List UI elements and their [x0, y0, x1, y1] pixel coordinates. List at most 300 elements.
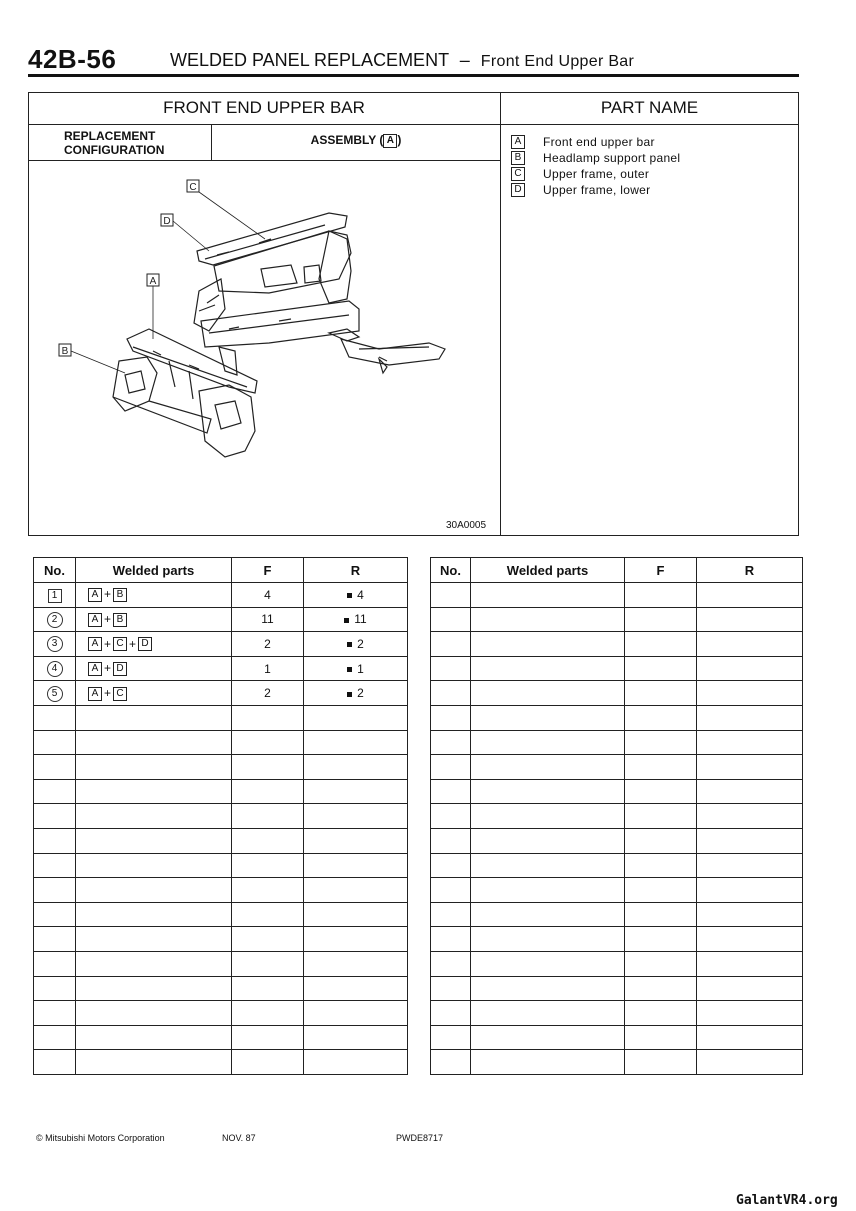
- cell-r: [697, 779, 803, 804]
- diagram-art: [113, 213, 445, 457]
- cell-f: [625, 1050, 697, 1075]
- side-arm: [341, 339, 445, 365]
- table-row: [34, 902, 408, 927]
- callout-b: B: [61, 346, 69, 357]
- table-row: [34, 1050, 408, 1075]
- cell-no: [34, 828, 76, 853]
- col-r: R: [697, 558, 803, 583]
- r-value: 4: [357, 587, 364, 602]
- cell-r: [304, 976, 408, 1001]
- cell-r: [697, 927, 803, 952]
- table-row: [34, 976, 408, 1001]
- cell-welded-parts: [76, 976, 232, 1001]
- cell-r: [304, 705, 408, 730]
- cell-f: [625, 779, 697, 804]
- cell-welded-parts: [471, 828, 625, 853]
- cell-f: [625, 607, 697, 632]
- cell-f: [625, 853, 697, 878]
- cell-r: [697, 632, 803, 657]
- cell-welded-parts: [471, 632, 625, 657]
- cell-r: [697, 902, 803, 927]
- side-arm-tab: [379, 359, 387, 373]
- table-row: [34, 632, 408, 657]
- cell-welded-parts: [76, 779, 232, 804]
- table-row: [431, 755, 803, 780]
- cell-r: [697, 607, 803, 632]
- part-label: Upper frame, lower: [543, 183, 651, 197]
- table-row: [34, 779, 408, 804]
- frame-divider: [500, 92, 501, 536]
- row-number: 5: [47, 686, 63, 702]
- cell-f: [625, 755, 697, 780]
- cell-welded-parts: [471, 1025, 625, 1050]
- cell-r: [304, 828, 408, 853]
- table-row: [34, 828, 408, 853]
- cell-welded-parts: [471, 951, 625, 976]
- r-value: 2: [357, 636, 364, 651]
- cell-r: [304, 1050, 408, 1075]
- part-letter: B: [113, 588, 127, 602]
- cell-welded-parts: [76, 681, 232, 706]
- headlamp-left-panel: [113, 357, 157, 411]
- cell-r: [304, 583, 408, 608]
- table-row: [431, 632, 803, 657]
- cell-no: [431, 927, 471, 952]
- cell-f: [625, 1025, 697, 1050]
- table-row: [431, 1050, 803, 1075]
- headlamp-right-panel: [199, 385, 255, 457]
- table-row: [431, 705, 803, 730]
- welded-parts-table-right: [430, 557, 803, 1075]
- headlamp-right-opening: [215, 401, 241, 429]
- col-welded-parts: Welded parts: [471, 558, 625, 583]
- cell-welded-parts: [471, 853, 625, 878]
- cell-no: [34, 755, 76, 780]
- cell-f: [232, 853, 304, 878]
- cell-no: [34, 730, 76, 755]
- cell-no: [34, 681, 76, 706]
- cell-welded-parts: [471, 804, 625, 829]
- cell-no: [431, 976, 471, 1001]
- part-letter: D: [113, 662, 127, 676]
- upper-frame-bracket: [194, 279, 225, 331]
- cell-welded-parts: [471, 878, 625, 903]
- cell-welded-parts: [76, 853, 232, 878]
- cell-f: [232, 828, 304, 853]
- table-row: [34, 607, 408, 632]
- bracket-lines: [199, 295, 219, 311]
- plus-sign: +: [104, 685, 112, 700]
- cell-f: [625, 730, 697, 755]
- table-row: [431, 828, 803, 853]
- table-row: [34, 681, 408, 706]
- cell-r: [697, 583, 803, 608]
- cell-r: [304, 1025, 408, 1050]
- upper-bar-leg: [219, 347, 237, 375]
- cell-f: [232, 804, 304, 829]
- table-row: [34, 878, 408, 903]
- table-row: [431, 976, 803, 1001]
- cell-no: [34, 1050, 76, 1075]
- table-header: [431, 558, 803, 583]
- r-value: 1: [357, 661, 364, 676]
- cell-no: [34, 583, 76, 608]
- cell-welded-parts: [76, 755, 232, 780]
- cell-welded-parts: [471, 681, 625, 706]
- plus-sign: +: [104, 661, 112, 676]
- part-letter: A: [88, 662, 102, 676]
- cell-r: [697, 755, 803, 780]
- table-row: [431, 583, 803, 608]
- cell-welded-parts: [76, 902, 232, 927]
- cell-no: [34, 1025, 76, 1050]
- cell-no: [34, 656, 76, 681]
- cell-no: [431, 951, 471, 976]
- title-separator: –: [459, 50, 470, 70]
- weld-mark-icon: [347, 667, 352, 672]
- part-letter: A: [88, 687, 102, 701]
- cell-welded-parts: [471, 755, 625, 780]
- cell-no: [431, 779, 471, 804]
- site-watermark: GalantVR4.org: [736, 1193, 838, 1208]
- cell-f: 11: [232, 607, 304, 632]
- part-letter: C: [511, 167, 525, 181]
- part-name-title: PART NAME: [600, 98, 699, 117]
- part-letter: A: [88, 588, 102, 602]
- cell-r: [697, 1025, 803, 1050]
- upper-frame-cutouts: [261, 265, 321, 287]
- cell-f: 2: [232, 681, 304, 706]
- cell-f: 4: [232, 583, 304, 608]
- cell-f: [232, 730, 304, 755]
- cell-r: [697, 1001, 803, 1026]
- cell-f: [232, 1001, 304, 1026]
- headlamp-lower-rail: [113, 397, 211, 433]
- cell-f: [625, 705, 697, 730]
- cell-r: [697, 878, 803, 903]
- part-item: [511, 166, 680, 182]
- table-row: [34, 927, 408, 952]
- assembly-letter-box: A: [383, 134, 397, 148]
- cell-no: [34, 927, 76, 952]
- cell-f: [232, 779, 304, 804]
- cell-welded-parts: [76, 1001, 232, 1026]
- callout-c: C: [189, 182, 197, 193]
- cell-no: [34, 902, 76, 927]
- part-name-list: [511, 134, 680, 198]
- cell-no: [34, 976, 76, 1001]
- cell-f: [232, 902, 304, 927]
- cell-f: 1: [232, 656, 304, 681]
- upper-frame-side: [319, 231, 351, 303]
- footer-copyright: © Mitsubishi Motors Corporation: [36, 1133, 165, 1143]
- replacement-config-label: [64, 129, 164, 157]
- cell-no: [34, 705, 76, 730]
- cell-f: [625, 656, 697, 681]
- cell-welded-parts: [471, 656, 625, 681]
- cell-r: [697, 951, 803, 976]
- cell-no: [431, 632, 471, 657]
- footer-code: PWDE8717: [396, 1133, 444, 1143]
- cell-welded-parts: [76, 951, 232, 976]
- cell-no: [431, 828, 471, 853]
- table-row: [34, 730, 408, 755]
- cell-no: [431, 607, 471, 632]
- cell-welded-parts: [76, 705, 232, 730]
- cell-r: [697, 804, 803, 829]
- cell-r: [304, 951, 408, 976]
- col-f: F: [232, 558, 304, 583]
- part-letter: D: [138, 637, 152, 651]
- table-row: [34, 804, 408, 829]
- table-row: [431, 681, 803, 706]
- part-letter: A: [511, 135, 525, 149]
- table-row: [34, 1025, 408, 1050]
- part-letter: A: [88, 637, 102, 651]
- cell-no: [34, 951, 76, 976]
- cell-no: [431, 853, 471, 878]
- cell-welded-parts: [471, 1001, 625, 1026]
- cell-welded-parts: [76, 656, 232, 681]
- cell-welded-parts: [76, 607, 232, 632]
- part-letter: C: [113, 637, 127, 651]
- diagram-callouts: [59, 180, 265, 373]
- cell-no: [431, 1025, 471, 1050]
- r-value: 2: [357, 686, 364, 701]
- weld-mark-icon: [344, 618, 349, 623]
- cell-welded-parts: [471, 583, 625, 608]
- row-number: 1: [48, 589, 62, 603]
- table-row: [431, 902, 803, 927]
- callout-d: D: [163, 216, 171, 227]
- col-no: No.: [34, 558, 76, 583]
- table-row: [34, 656, 408, 681]
- part-letter: C: [113, 687, 127, 701]
- table-row: [431, 878, 803, 903]
- table-row: [431, 1025, 803, 1050]
- table-row: [34, 705, 408, 730]
- part-letter: B: [511, 151, 525, 165]
- cell-welded-parts: [76, 927, 232, 952]
- cell-f: [232, 951, 304, 976]
- col-f: F: [625, 558, 697, 583]
- part-item: [511, 134, 680, 150]
- cell-f: [232, 1050, 304, 1075]
- table-row: [431, 853, 803, 878]
- plus-sign: +: [104, 611, 112, 626]
- cell-welded-parts: [76, 828, 232, 853]
- cell-r: [304, 779, 408, 804]
- weld-mark-icon: [347, 593, 352, 598]
- col-no: No.: [431, 558, 471, 583]
- cell-f: [625, 804, 697, 829]
- footer-date: NOV. 87: [222, 1133, 256, 1143]
- cell-welded-parts: [471, 902, 625, 927]
- page-number: 42B-56: [28, 44, 117, 74]
- table-row: [34, 583, 408, 608]
- table-row: [431, 951, 803, 976]
- cell-r: [697, 1050, 803, 1075]
- cell-welded-parts: [76, 878, 232, 903]
- cell-no: [431, 1050, 471, 1075]
- cell-f: [232, 1025, 304, 1050]
- cell-f: [232, 705, 304, 730]
- assembly-prefix: ASSEMBLY (: [310, 133, 384, 147]
- cell-welded-parts: [76, 583, 232, 608]
- cell-f: [232, 976, 304, 1001]
- col-r: R: [304, 558, 408, 583]
- cell-welded-parts: [471, 730, 625, 755]
- cell-r: [304, 853, 408, 878]
- table-row: [431, 804, 803, 829]
- cell-f: [625, 976, 697, 1001]
- upper-frame-detail: [205, 225, 325, 259]
- part-label: Headlamp support panel: [543, 151, 681, 165]
- cell-r: [304, 656, 408, 681]
- part-letter: B: [113, 613, 127, 627]
- cell-no: [431, 804, 471, 829]
- part-label: Front end upper bar: [543, 135, 655, 149]
- col-welded-parts: Welded parts: [76, 558, 232, 583]
- cell-no: [431, 755, 471, 780]
- cell-r: [304, 607, 408, 632]
- cell-f: [625, 878, 697, 903]
- cell-welded-parts: [76, 632, 232, 657]
- cell-no: [431, 583, 471, 608]
- cell-no: [431, 656, 471, 681]
- cell-f: [232, 755, 304, 780]
- cell-no: [431, 902, 471, 927]
- plus-sign: +: [104, 587, 112, 602]
- title-subtitle: Front End Upper Bar: [480, 53, 635, 70]
- cell-f: [625, 681, 697, 706]
- cell-f: [232, 927, 304, 952]
- cell-r: [697, 853, 803, 878]
- cell-welded-parts: [76, 730, 232, 755]
- cell-r: [304, 902, 408, 927]
- cell-welded-parts: [471, 779, 625, 804]
- cell-r: [697, 681, 803, 706]
- table-row: [431, 1001, 803, 1026]
- cell-r: [304, 755, 408, 780]
- cell-r: [304, 632, 408, 657]
- cell-r: [697, 656, 803, 681]
- table-row: [431, 927, 803, 952]
- table-header: [34, 558, 408, 583]
- assembly-label: [212, 133, 500, 148]
- table-row: [431, 730, 803, 755]
- frame-rule-top: [28, 124, 799, 125]
- cell-r: [697, 705, 803, 730]
- header-rule: [28, 74, 799, 77]
- cell-f: [232, 878, 304, 903]
- table-row: [34, 951, 408, 976]
- row-number: 2: [47, 612, 63, 628]
- cell-r: [304, 804, 408, 829]
- leader-b: [71, 351, 125, 373]
- callout-a: A: [149, 276, 157, 287]
- cell-f: [625, 902, 697, 927]
- cell-no: [34, 853, 76, 878]
- cell-welded-parts: [76, 1025, 232, 1050]
- cell-r: [697, 976, 803, 1001]
- plus-sign: +: [104, 636, 112, 651]
- config-line1: REPLACEMENT: [64, 129, 156, 143]
- headlamp-left-opening: [125, 371, 145, 393]
- part-item: [511, 150, 680, 166]
- weld-mark-icon: [347, 642, 352, 647]
- page-title: [170, 50, 634, 71]
- cell-f: [625, 927, 697, 952]
- table-row: [34, 1001, 408, 1026]
- figure-code: 30A0005: [446, 520, 487, 531]
- cell-no: [34, 607, 76, 632]
- cell-welded-parts: [471, 1050, 625, 1075]
- cell-welded-parts: [76, 804, 232, 829]
- cell-welded-parts: [76, 1050, 232, 1075]
- cell-f: [625, 1001, 697, 1026]
- part-label: Upper frame, outer: [543, 167, 650, 181]
- cell-r: [304, 1001, 408, 1026]
- cell-no: [34, 779, 76, 804]
- cell-welded-parts: [471, 705, 625, 730]
- cell-welded-parts: [471, 976, 625, 1001]
- cell-f: [625, 632, 697, 657]
- side-arm-detail: [359, 347, 429, 361]
- weld-mark-icon: [347, 692, 352, 697]
- title-main: WELDED PANEL REPLACEMENT: [170, 50, 449, 70]
- cell-f: [625, 828, 697, 853]
- leader-c: [199, 192, 265, 239]
- assembly-diagram: [29, 161, 499, 521]
- r-value: 11: [354, 612, 367, 627]
- cell-r: [304, 681, 408, 706]
- table-row: [34, 853, 408, 878]
- cell-no: [34, 878, 76, 903]
- cell-no: [34, 632, 76, 657]
- row-number: 3: [47, 636, 63, 652]
- row-number: 4: [47, 661, 63, 677]
- table-row: [34, 755, 408, 780]
- upper-frame-outer: [197, 213, 347, 265]
- table-row: [431, 779, 803, 804]
- welded-parts-table-left: [33, 557, 408, 1075]
- leader-d: [173, 221, 209, 251]
- assembly-suffix: ): [397, 133, 402, 147]
- cell-r: [304, 730, 408, 755]
- cell-f: [625, 583, 697, 608]
- cell-no: [34, 1001, 76, 1026]
- upper-bar-detail: [209, 315, 349, 333]
- cell-r: [697, 730, 803, 755]
- part-item: [511, 182, 680, 198]
- cell-r: [304, 878, 408, 903]
- cell-welded-parts: [471, 927, 625, 952]
- cell-r: [304, 927, 408, 952]
- section-title: FRONT END UPPER BAR: [163, 98, 365, 117]
- cell-no: [34, 804, 76, 829]
- cell-no: [431, 878, 471, 903]
- cell-r: [697, 828, 803, 853]
- cell-f: [625, 951, 697, 976]
- table-row: [431, 656, 803, 681]
- cell-no: [431, 730, 471, 755]
- config-line2: CONFIGURATION: [64, 143, 165, 157]
- cell-no: [431, 681, 471, 706]
- part-letter: A: [88, 613, 102, 627]
- cell-welded-parts: [471, 607, 625, 632]
- part-letter: D: [511, 183, 525, 197]
